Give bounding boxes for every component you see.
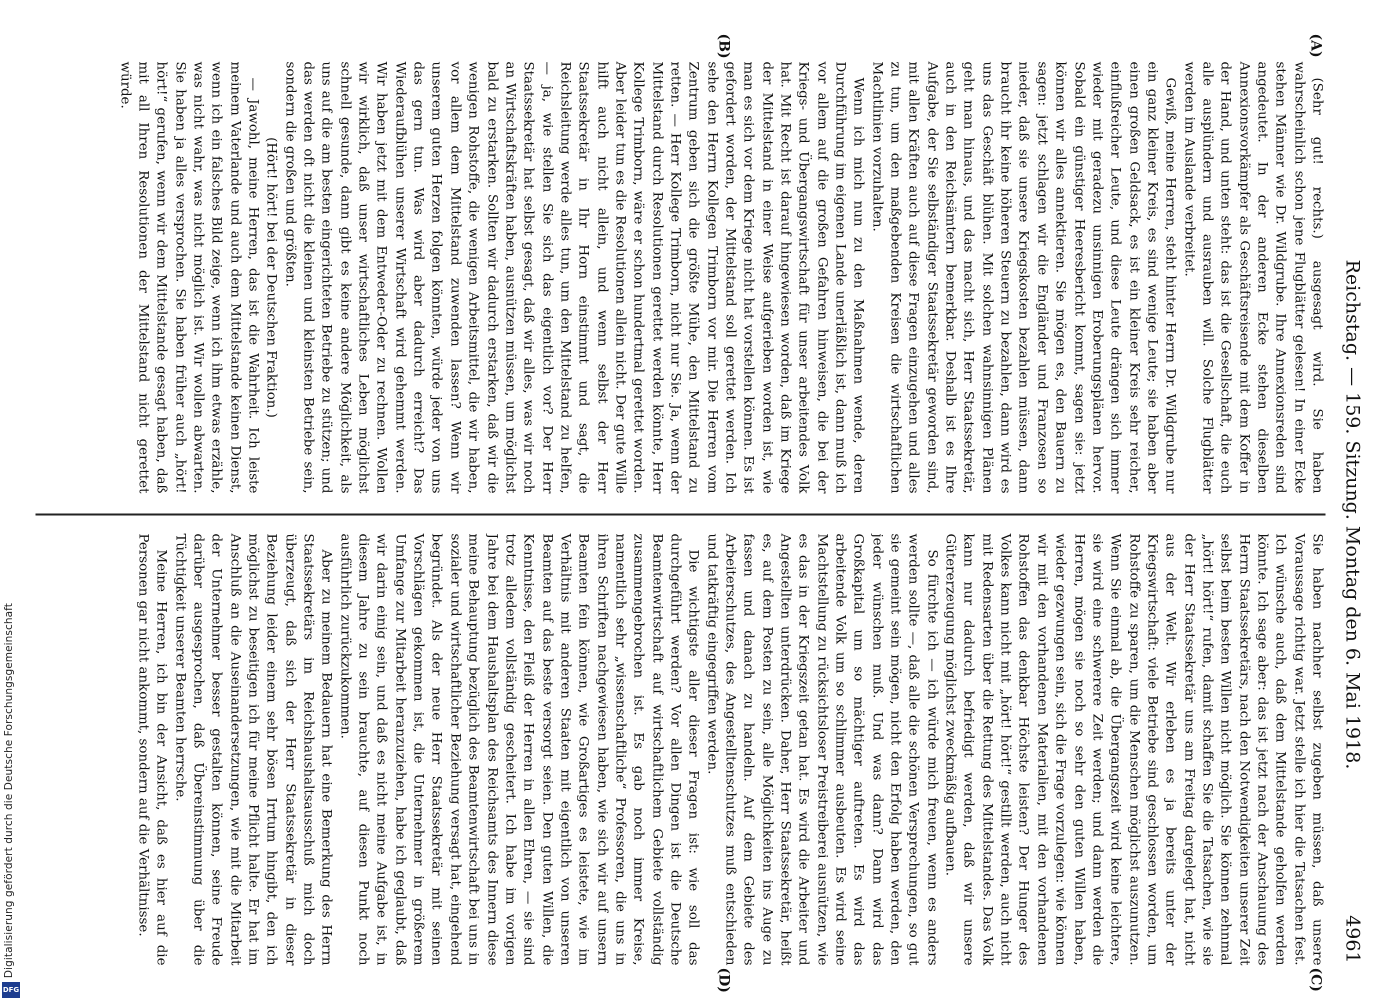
paragraph: Wenn ich mich nun zu den Maßnahmen wende, deren Durchführung im eigenen Lande unerläßlich ist, dann muß ich vor allem auf die großen Gefahren hinweisen, die bei der Kriegs- und Übergangswirtschaft für unser arbeitendes Volk hat. Mit Recht ist darauf hingewiesen worden, daß im Kriege der Mittelstand in einer Weise aufgerieben worden ist, wie man es sich vor dem Kriege nicht hat vorstellen können. Es ist gefordert worden, der Mittelstand soll gerettet werden. Ich sehe den Herrn Kollegen Trimborn vor mir. Die Herren vom Zentrum geben sich die größte Mühe, den Mittelstand zu retten. — Herr Kollege Trimborn, nicht nur Sie. Ja, wenn der Mittelstand durch Resolutionen gerettet werden könnte, Herr Kollege Trimborn, wäre er schon hundertmal gerettet worden. Aber leider tun es die Resolutionen allein nicht. Der gute Wille hilft auch nicht allein, und wenn selbst der Herr Staatssekretär in Ihr Horn einstimmt und sagt, die Reichsleitung werde alles tun, um den Mittelstand zu helfen, — ja, wie stellen Sie sich das eigentlich vor? Der Herr Staatssekretär hat selbst gesagt, daß wir alles, was wir noch an Wirtschaftskräften haben, ausnützen müssen, um möglichst bald zu erstarken. Sollten wir dadurch erstarken, daß wir die wenigen Rohstoffe, die wenigen Arbeitsmittel, die wir haben, vor allem dem Mittelstand zuwenden lassen? Wenn wir unserem guten Herzen folgen könnten, würde jeder von uns das gern tun. Was wird aber dadurch erreicht? Das Wiederaufblühen unserer Wirtschaft wird gehemmt werden. Wir haben jetzt mit dem Entweder-Oder zu rechnen. Wollen wir wirklich, daß unser wirtschaftliches Leben möglichst schnell gesunde, dann gibt es keine andere Möglichkeit, als uns auf die am besten eingerichteten Betriebe zu stützen; und das werden oft nicht die kleinen und kleinsten Betriebe sein, sondern die großen und größten.: [281, 61, 866, 493]
footer-text: Digitalisierung gefördert durch die Deutsche Forschungsgemeinschaft: [3, 602, 15, 978]
margin-marker-c: (C): [1307, 967, 1323, 992]
right-text-column: [35, 533, 1325, 965]
dfg-logo: DFG: [2, 982, 20, 998]
paragraph: (Sehr gut! rechts.) ausgesagt wird. Sie haben wahrscheinlich schon jene Flugblätter gelesen! In einer Ecke stehen Männer wie Dr. Wildgrube. Ihre Annexionsreden sind angedeutet. In der anderen Ecke stehen dieselben Annexionsvorkämpfer als Geschäftsreisende mit dem Koffer in der Hand, und unten steht: das ist die Gesellschaft, die euch alle ausplündern und ausrauben will. Solche Flugblätter werden im Auslande verbreitet.: [1180, 61, 1324, 493]
paragraph: Aber zu meinem Bedauern hat eine Bemerkung des Herrn Staatssekretärs im Reichshaushaltsausschuß mich doch überzeugt, daß sich der Herr Staatssekretär in dieser Beziehung leider einem sehr bösen Irrtum hingibt, den ich möglichst zu beseitigen ich für meine Pflicht halte. Er hat im Anschluß an die Auseinandersetzungen, wie mit die Mitarbeit der Unternehmer besser gestalten können, seine Freude darüber ausgesprochen, daß Übereinstimmung über die Tüchtigkeit unserer Beamten herrsche.: [171, 533, 334, 965]
paragraph: (Hört! hört! bei der Deutschen Fraktion.): [263, 136, 279, 418]
digitization-footer: [0, 0, 24, 1000]
page-header-title: Reichstag. — 159. Sitzung. Montag den 6. Mai 1918.: [1341, 259, 1363, 769]
paragraph: — Jawohl, meine Herren, das ist die Wahrheit. Ich leiste meinem Vaterlande und auch dem Mittelstande keinen Dienst, wenn ich ein falsches Bild zeige, wenn ich ihm etwas erzähle, was nicht wahr, was nicht möglich ist. Wir wollen abwarten. Sie haben ja alles versprochen. Sie haben früher auch „hört! hört!“ gerufen, wenn wir dem Mittelstande gesagt haben, daß mit all Ihren Resolutionen der Mittelstand nicht gerettet würde.: [116, 61, 261, 493]
scanned-page: [26, 33, 1371, 993]
margin-marker-d: (D): [715, 967, 731, 993]
column-divider: [35, 513, 1325, 515]
margin-marker-a: (A): [1307, 33, 1323, 58]
paragraph: Gewiß, meine Herren, steht hinter Herrn Dr. Wildgrube nur ein ganz kleiner Kreis, es sind wenige Leute; sie haben aber einen großen Geldsack, es ist ein kleiner Kreis sehr reicher, einflußreicher Leute, und diese Leute drängen sich immer wieder mit geradezu unsinnigen Eroberungsplänen hervor. Sobald ein günstiger Heeresbericht kommt, sagen sie: jetzt können wir alles annektieren. Sie mögen es, den Bauern zu sagen: jetzt schlagen wir die Engländer und Franzosen so nieder, daß sie unsere Kriegskosten bezahlen müssen, dann braucht ihr keine höheren Steuern zu bezahlen, dann wird es uns das Geschäft blühen. Mit solchen wahnsinnigen Plänen geht man hinaus, und das macht sich, Herr Staatssekretär, auch in den Reichsämtern bemerkbar. Deshalb ist es Ihre Aufgabe, der Sie selbständiger Staatssekretär geworden sind, mit allen Kräften auch auf diese Fragen einzugehen und alles zu tun, um den maßgebenden Kreisen die wirtschaftlichen Machtlinien vorzuhalten.: [868, 61, 1178, 493]
page-content-rotated: [26, 33, 1371, 993]
page-number: 4961: [1341, 914, 1363, 963]
margin-marker-b: (B): [715, 33, 731, 59]
paragraph: Meine Herren, ich bin der Ansicht, daß es hier auf die Personen gar nicht ankommt, sondern auf die Verhältnisse.: [135, 533, 169, 965]
paragraph: Sie haben nachher selbst zugeben müssen, daß unsere Voraussage richtig war. Jetzt stelle ich hier die Tatsachen fest. Ich wünsche auch, daß dem Mittelstande geholfen werden könnte. Ich sage aber: das ist jetzt nach der Anschauung des Herrn Staatssekretärs, nach den Notwendigkeiten unserer Zeit selbst beim besten Willen nicht möglich. Sie können zehnmal „hört! hört!“ rufen, damit schaffen Sie die Tatsachen, wie sie der Herr Staatssekretär uns am Freitag dargelegt hat, nicht aus der Welt. Wir erleben es ja bereits unter der Kriegswirtschaft: viele Betriebe sind geschlossen worden, um Rohstoffe zu sparen, um die Menschen möglichst auszunutzen. Wenn Sie einmal ab, die Übergangszeit wird keine leichtere, sie wird eine schwerere Zeit werden; und dann werden die Herren, mögen sie noch so sehr den guten Willen haben, wieder gezwungen sein, sich die Frage vorzulegen: wie können wir mit den vorhandenen Materialien, mit den vorhandenen Rohstoffen das denkbar Höchste leisten? Der Hunger des Volkes kann nicht mit „hört! hört!“ gestillt werden, auch nicht mit Redensarten über die Rettung des Mittelstandes. Das Volk kann nur dadurch befriedigt werden, daß wir unsere Gütererzeugung möglichst zweckmäßig aufbauen.: [942, 533, 1324, 965]
page-header: [1331, 55, 1371, 973]
left-text-column: [35, 61, 1325, 493]
paragraph: So fürchte ich — ich würde mich freuen, wenn es anders werden sollte —, daß alle die schönen Versprechungen, so gut sie gemeint sein mögen, nicht den Erfolg haben werden, den jeder wünschen muß. Und was dann? Dann wird das Großkapital um so mächtiger auftreten. Es wird das arbeitende Volk um so schlimmer ausbeuten. Es wird seine Machtstellung zu rücksichtsloser Preistreiberei ausnützen, wie es das in der Kriegszeit getan hat. Es wird die Arbeiter und Angestellten unterdrücken. Daher, Herr Staatssekretär, heißt es, auf dem Posten zu sein, alle Möglichkeiten ins Auge zu fassen und danach zu handeln. Auf dem Gebiete des Arbeiterschutzes, des Angestelltenschutzes muß entschieden und tatkräftig eingegriffen werden.: [703, 533, 939, 965]
paragraph: Die wichtigste aller dieser Fragen ist: wie soll das durchgeführt werden? Vor allen Dingen ist die Deutsche Beamtenwirtschaft auf wirtschaftlichem Gebiete vollständig zusammengebrochen ist. Es gab noch immer Kreise, namentlich sehr „wissenschaftliche“ Professoren, die uns in ihren Schriften nachgewiesen haben, wie sich wir auf unsern Beamten fein können, wie Großartiges es leistete, wie im Verhältnis mit anderen Staaten mit eigentlich von unseren Beamten auf das beste versorgt seien. Den guten Willen, die Kenntnisse, den Fleiß der Herren in allen Ehren, — sie sind trotz alledem vollständig gescheitert. Ich habe im vorigen Jahre bei dem Haushaltsplan des Reichsamts des Innern diese meine Behauptung bezüglich des Beamtenwirtschaft bei uns in sozialer und wirtschaftlicher Beziehung versagt hat, eingehend begründet. Als der neue Herr Staatssekretär mit seinen Vorschlägen gekommen ist, die Unternehmer in größerem Umfange zur Mitarbeit heranzuziehen, habe ich geglaubt, daß wir darin einig sein, und daß es nicht meine Aufgabe ist, in diesem Jahre zu sein brauchte, auf diesen Punkt noch ausführlich zurückzukommen.: [336, 533, 701, 965]
